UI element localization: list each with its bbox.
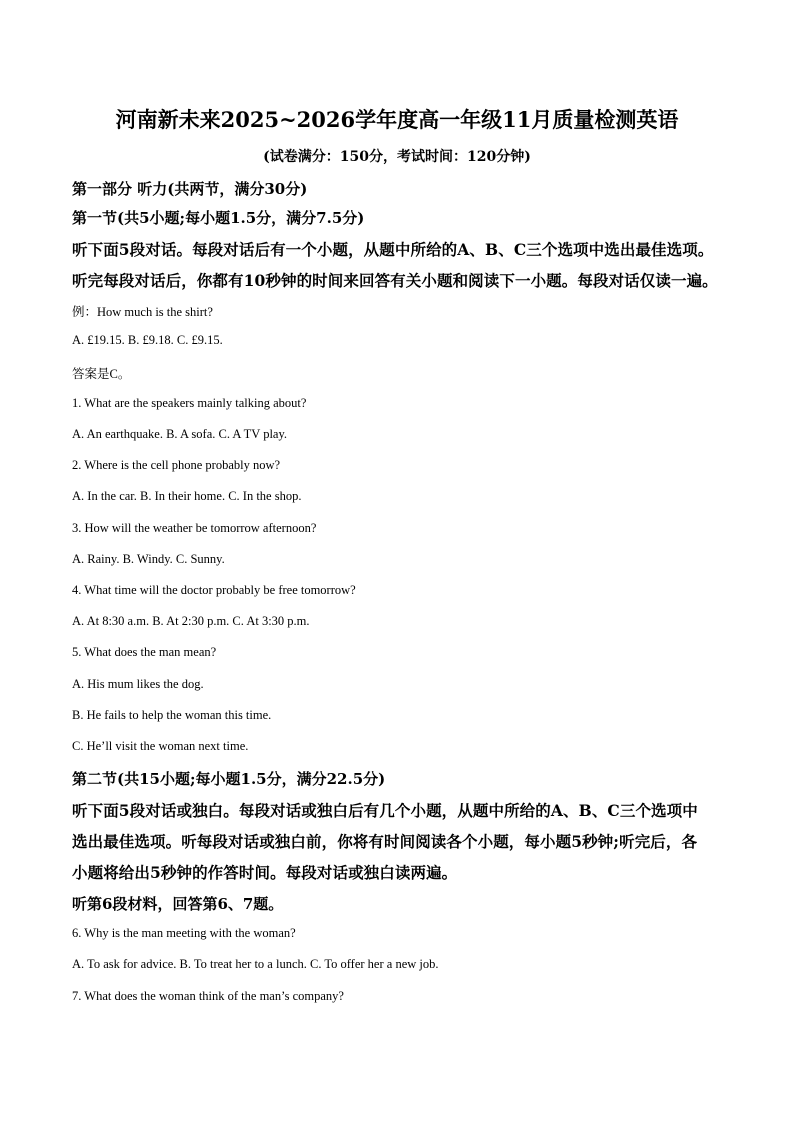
question-5-option-c: C. He’ll visit the woman next time.	[72, 739, 249, 753]
section2-instruction-line1: 听下面5段对话或独白。每段对话或独白后有几个小题，从题中所给的A、B、C三个选项中	[72, 801, 698, 820]
question-2-options: A. In the car. B. In their home. C. In the shop.	[72, 489, 302, 503]
question-5: 5. What does the man mean?	[72, 645, 217, 659]
section1-heading: 第一节(共5小题;每小题1.5分，满分7.5分)	[72, 209, 365, 227]
question-4: 4. What time will the doctor probably be free tomorrow?	[72, 583, 356, 597]
section2-instruction-line2: 选出最佳选项。听每段对话或独白前，你将有时间阅读各个小题，每小题5秒钟;听完后，各	[72, 832, 698, 851]
question-3: 3. How will the weather be tomorrow afternoon?	[72, 521, 317, 535]
example-question: 例：How much is the shirt?	[72, 305, 213, 319]
exam-info: (试卷满分：150分，考试时间：120分钟)	[263, 149, 531, 165]
section1-instruction-line1: 听下面5段对话。每段对话后有一个小题，从题中所给的A、B、C三个选项中选出最佳选项。	[72, 240, 714, 259]
question-3-options: A. Rainy. B. Windy. C. Sunny.	[72, 552, 225, 566]
question-6-options: A. To ask for advice. B. To treat her to a lunch. C. To offer her a new job.	[72, 957, 439, 971]
question-1-options: A. An earthquake. B. A sofa. C. A TV play.	[72, 427, 288, 441]
question-7: 7. What does the woman think of the man’s company?	[72, 989, 344, 1003]
question-5-option-a: A. His mum likes the dog.	[72, 677, 204, 691]
example-options: A. £19.15. B. £9.18. C. £9.15.	[72, 333, 223, 347]
question-4-options: A. At 8:30 a.m. B. At 2:30 p.m. C. At 3:30 p.m.	[72, 614, 310, 628]
part1-heading: 第一部分 听力(共两节，满分30分)	[72, 180, 308, 198]
section1-instruction-line2: 听完每段对话后，你都有10秒钟的时间来回答有关小题和阅读下一小题。每段对话仅读一遍。	[72, 271, 718, 290]
question-1: 1. What are the speakers mainly talking about?	[72, 396, 307, 410]
question-5-option-b: B. He fails to help the woman this time.	[72, 708, 272, 722]
page-title: 河南新未来2025~2026学年度高一年级11月质量检测英语	[115, 107, 679, 132]
section2-instruction-line3: 小题将给出5秒钟的作答时间。每段对话或独白读两遍。	[72, 863, 458, 882]
question-6: 6. Why is the man meeting with the woman?	[72, 926, 296, 940]
example-answer: 答案是C。	[72, 367, 131, 381]
question-2: 2. Where is the cell phone probably now?	[72, 458, 281, 472]
section2-heading: 第二节(共15小题;每小题1.5分，满分22.5分)	[72, 770, 386, 788]
material6-heading: 听第6段材料，回答第6、7题。	[72, 895, 284, 913]
